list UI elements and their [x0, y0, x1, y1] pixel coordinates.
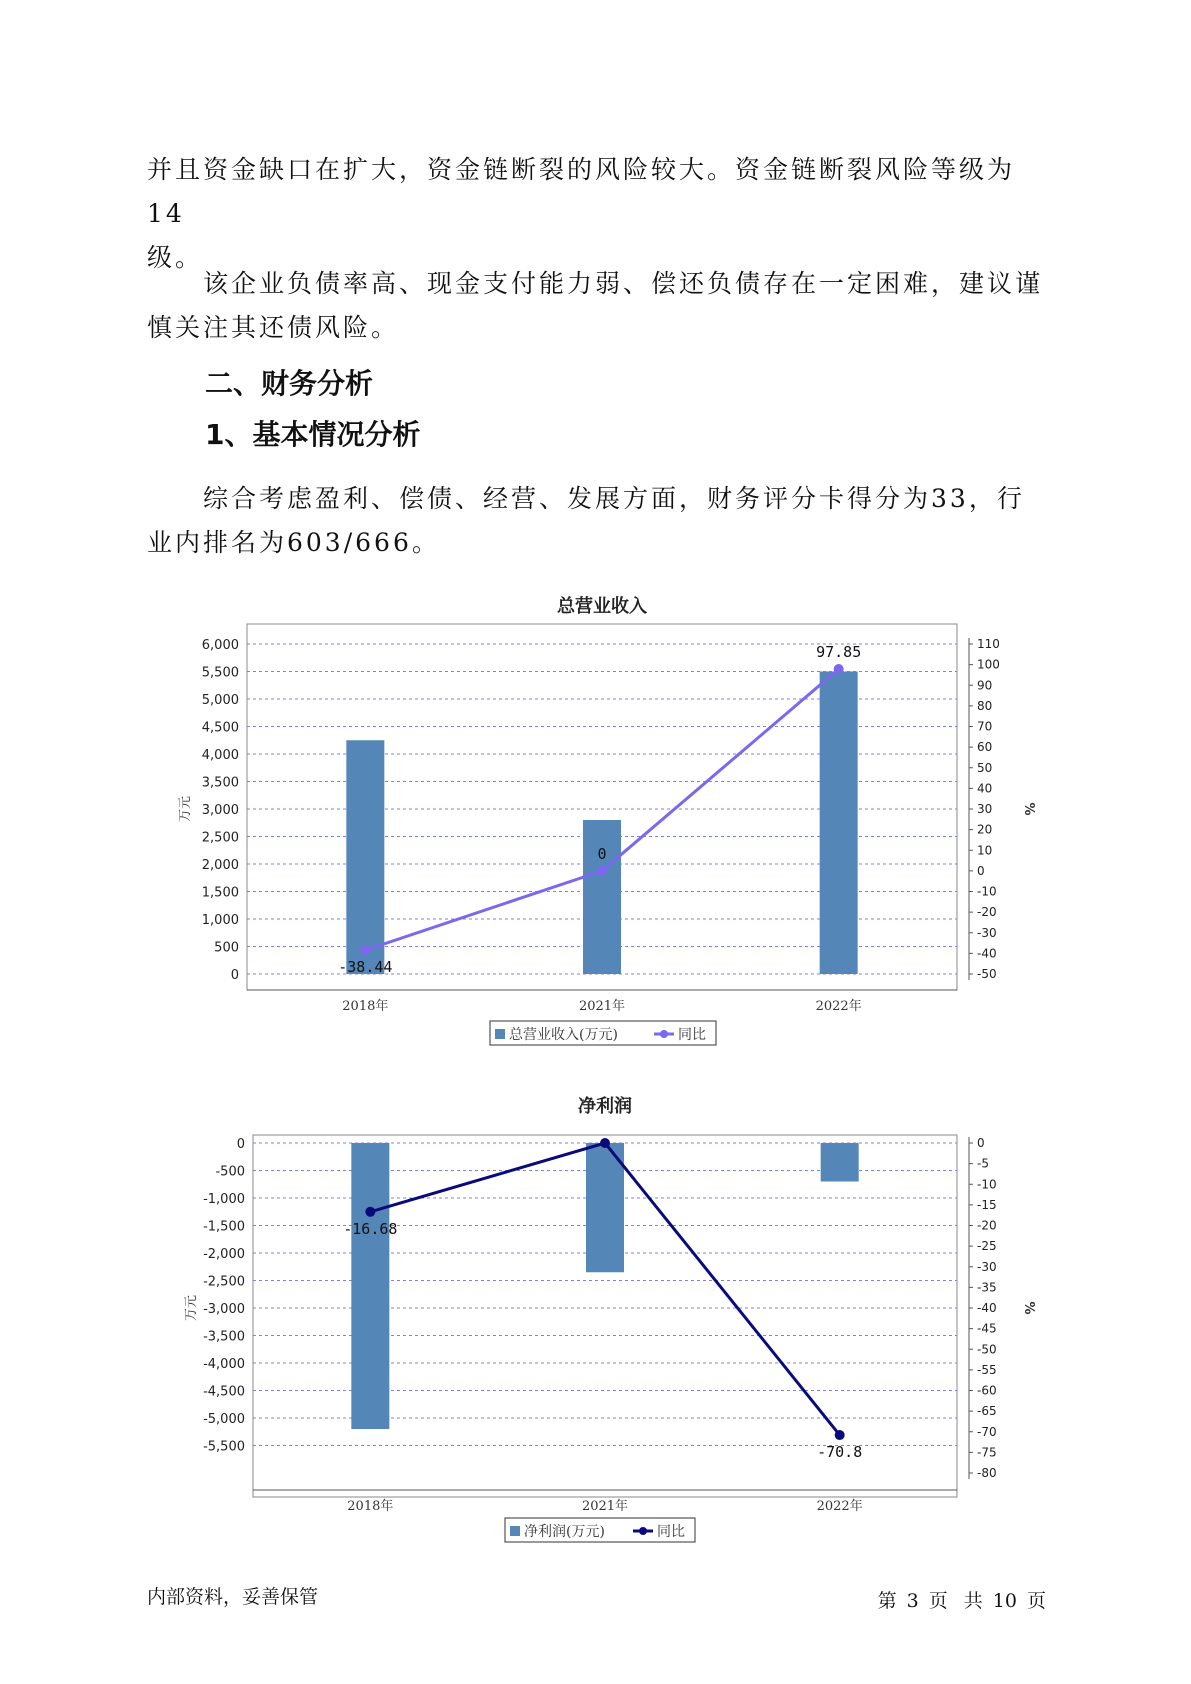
x-tick-label: 2021年: [581, 1499, 629, 1514]
bar: [586, 1143, 624, 1272]
legend-line-marker: [660, 1030, 668, 1038]
revenue-chart: [0, 580, 1191, 1050]
y2-tick-label: 0: [977, 1136, 985, 1150]
y2-tick-label: -30: [977, 1259, 997, 1274]
legend-bar-swatch: [495, 1029, 505, 1039]
y2-tick-label: -10: [977, 1177, 997, 1192]
paragraph-risk-level: [147, 148, 1047, 280]
y2-tick-label: -50: [977, 967, 997, 981]
chart-title: 总营业收入: [557, 596, 647, 617]
y2-tick-label: 70: [977, 719, 993, 734]
net-profit-chart-svg: [0, 1080, 1191, 1550]
y2-tick-label: 20: [977, 822, 993, 837]
y2-tick-label: 110: [977, 637, 1000, 651]
legend-bar-label: 总营业收入(万元): [509, 1027, 618, 1043]
y2-tick-label: 60: [977, 740, 993, 755]
y2-tick-label: -25: [977, 1239, 997, 1254]
footer-page-number: [873, 1586, 1051, 1613]
y-tick-label: 4,000: [201, 748, 239, 763]
legend-line-marker: [639, 1527, 647, 1535]
y2-tick-label: 40: [977, 781, 993, 796]
y-tick-label: 5,500: [201, 665, 239, 681]
yoy-point: [360, 945, 370, 955]
footer-total-word: 页: [1026, 1590, 1046, 1612]
yoy-data-label: 0: [597, 844, 607, 863]
y2-tick-label: -35: [977, 1280, 997, 1295]
y-tick-label: -500: [215, 1164, 245, 1180]
y2-tick-label: -75: [977, 1445, 997, 1460]
subsection-heading-basic-analysis: 1、基本情况分析: [205, 418, 421, 451]
revenue-chart-svg: [0, 580, 1191, 1050]
yoy-point: [834, 664, 844, 674]
yoy-data-label: -38.44: [338, 958, 393, 977]
y-axis-title: 万元: [178, 795, 193, 823]
y2-tick-label: -55: [977, 1362, 997, 1377]
x-tick-label: 2021年: [578, 999, 626, 1014]
yoy-point: [365, 1207, 375, 1217]
paragraph-debt-risk: 该企业负债率高、现金支付能力弱、偿还负债存在一定困难，建议谨慎关注其还债风险。: [147, 269, 1044, 342]
y2-tick-label: -70: [977, 1424, 997, 1439]
yoy-data-label: -16.68: [343, 1219, 398, 1238]
footer-total-prefix: 共: [963, 1590, 983, 1612]
y2-tick-label: 100: [977, 657, 1000, 672]
yoy-point: [600, 1138, 610, 1148]
footer-page-prefix: 第: [877, 1590, 897, 1612]
legend-bar-label: 净利润(万元): [524, 1524, 605, 1540]
x-tick-label: 2018年: [342, 999, 389, 1014]
yoy-point: [835, 1430, 845, 1440]
y-tick-label: 2,500: [201, 830, 239, 846]
bar: [820, 672, 858, 975]
y2-tick-label: -80: [977, 1466, 997, 1480]
y-tick-label: -3,500: [203, 1329, 245, 1345]
x-tick-label: 2018年: [347, 1499, 394, 1514]
y-tick-label: 3,000: [201, 803, 239, 818]
y2-tick-label: -45: [977, 1321, 997, 1336]
y-tick-label: 5,000: [201, 693, 239, 708]
bar: [351, 1143, 389, 1429]
y2-tick-label: -20: [977, 905, 997, 920]
paragraph-score: 综合考虑盈利、偿债、经营、发展方面，财务评分卡得分为33，行业内排名为603/666。: [147, 484, 1025, 557]
y-tick-label: -3,000: [203, 1302, 245, 1317]
y2-axis-title: %: [1021, 1301, 1036, 1315]
y2-tick-label: -65: [977, 1404, 997, 1419]
y-tick-label: -5,500: [203, 1439, 245, 1455]
y-tick-label: 6,000: [201, 638, 239, 653]
section-heading-financial-analysis: 二、财务分析: [205, 367, 374, 400]
yoy-data-label: -70.8: [817, 1443, 863, 1462]
y-tick-label: -4,000: [203, 1357, 245, 1372]
y-tick-label: 500: [214, 940, 239, 956]
bar: [346, 740, 384, 974]
y2-tick-label: 50: [977, 760, 993, 775]
y2-tick-label: 0: [977, 863, 985, 878]
y2-tick-label: 90: [977, 678, 993, 693]
footer-total-pages: 10: [992, 1590, 1017, 1612]
y-tick-label: -1,500: [203, 1219, 245, 1235]
y-tick-label: -2,000: [203, 1247, 245, 1262]
x-tick-label: 2022年: [815, 999, 862, 1014]
y2-tick-label: -10: [977, 884, 997, 899]
y-tick-label: 1,500: [201, 885, 239, 901]
footer-confidential: 内部资料，妥善保管: [147, 1586, 319, 1608]
x-tick-label: 2022年: [816, 1499, 863, 1514]
footer-current-page: 3: [906, 1590, 919, 1612]
y2-tick-label: -5: [977, 1156, 989, 1171]
y-tick-label: 0: [236, 1137, 245, 1152]
legend-line-label: 同比: [678, 1027, 706, 1043]
y2-tick-label: -40: [977, 946, 997, 961]
y2-tick-label: 10: [977, 843, 993, 858]
y-tick-label: 2,000: [201, 858, 239, 873]
chart-title: 净利润: [578, 1096, 632, 1117]
y-tick-label: 4,500: [201, 720, 239, 736]
y2-tick-label: -30: [977, 925, 997, 940]
y-tick-label: -1,000: [203, 1192, 245, 1207]
y2-tick-label: -50: [977, 1342, 997, 1357]
y2-tick-label: -20: [977, 1218, 997, 1233]
y2-tick-label: 30: [977, 802, 993, 816]
y-tick-label: -2,500: [203, 1274, 245, 1290]
legend-line-label: 同比: [657, 1524, 685, 1540]
paragraph-line: 级。: [147, 243, 204, 272]
yoy-point: [597, 866, 607, 876]
net-profit-chart: [0, 1080, 1191, 1550]
legend-bar-swatch: [510, 1526, 520, 1536]
y-tick-label: -5,000: [203, 1412, 245, 1427]
bar: [583, 820, 621, 974]
y2-axis-title: %: [1021, 802, 1036, 816]
bar: [821, 1143, 859, 1182]
y-tick-label: -4,500: [203, 1384, 245, 1400]
paragraph-line: 并且资金缺口在扩大，资金链断裂的风险较大。资金链断裂风险等级为14: [147, 155, 1016, 228]
y-axis-title: 万元: [184, 1294, 199, 1322]
y2-tick-label: 80: [977, 698, 993, 713]
footer-page-word: 页: [928, 1590, 948, 1612]
y2-tick-label: -15: [977, 1197, 997, 1212]
y2-tick-label: -60: [977, 1383, 997, 1398]
y-tick-label: 1,000: [201, 913, 239, 928]
yoy-data-label: 97.85: [816, 643, 862, 662]
y2-tick-label: -40: [977, 1301, 997, 1315]
y-tick-label: 0: [230, 968, 239, 983]
y-tick-label: 3,500: [201, 775, 239, 791]
